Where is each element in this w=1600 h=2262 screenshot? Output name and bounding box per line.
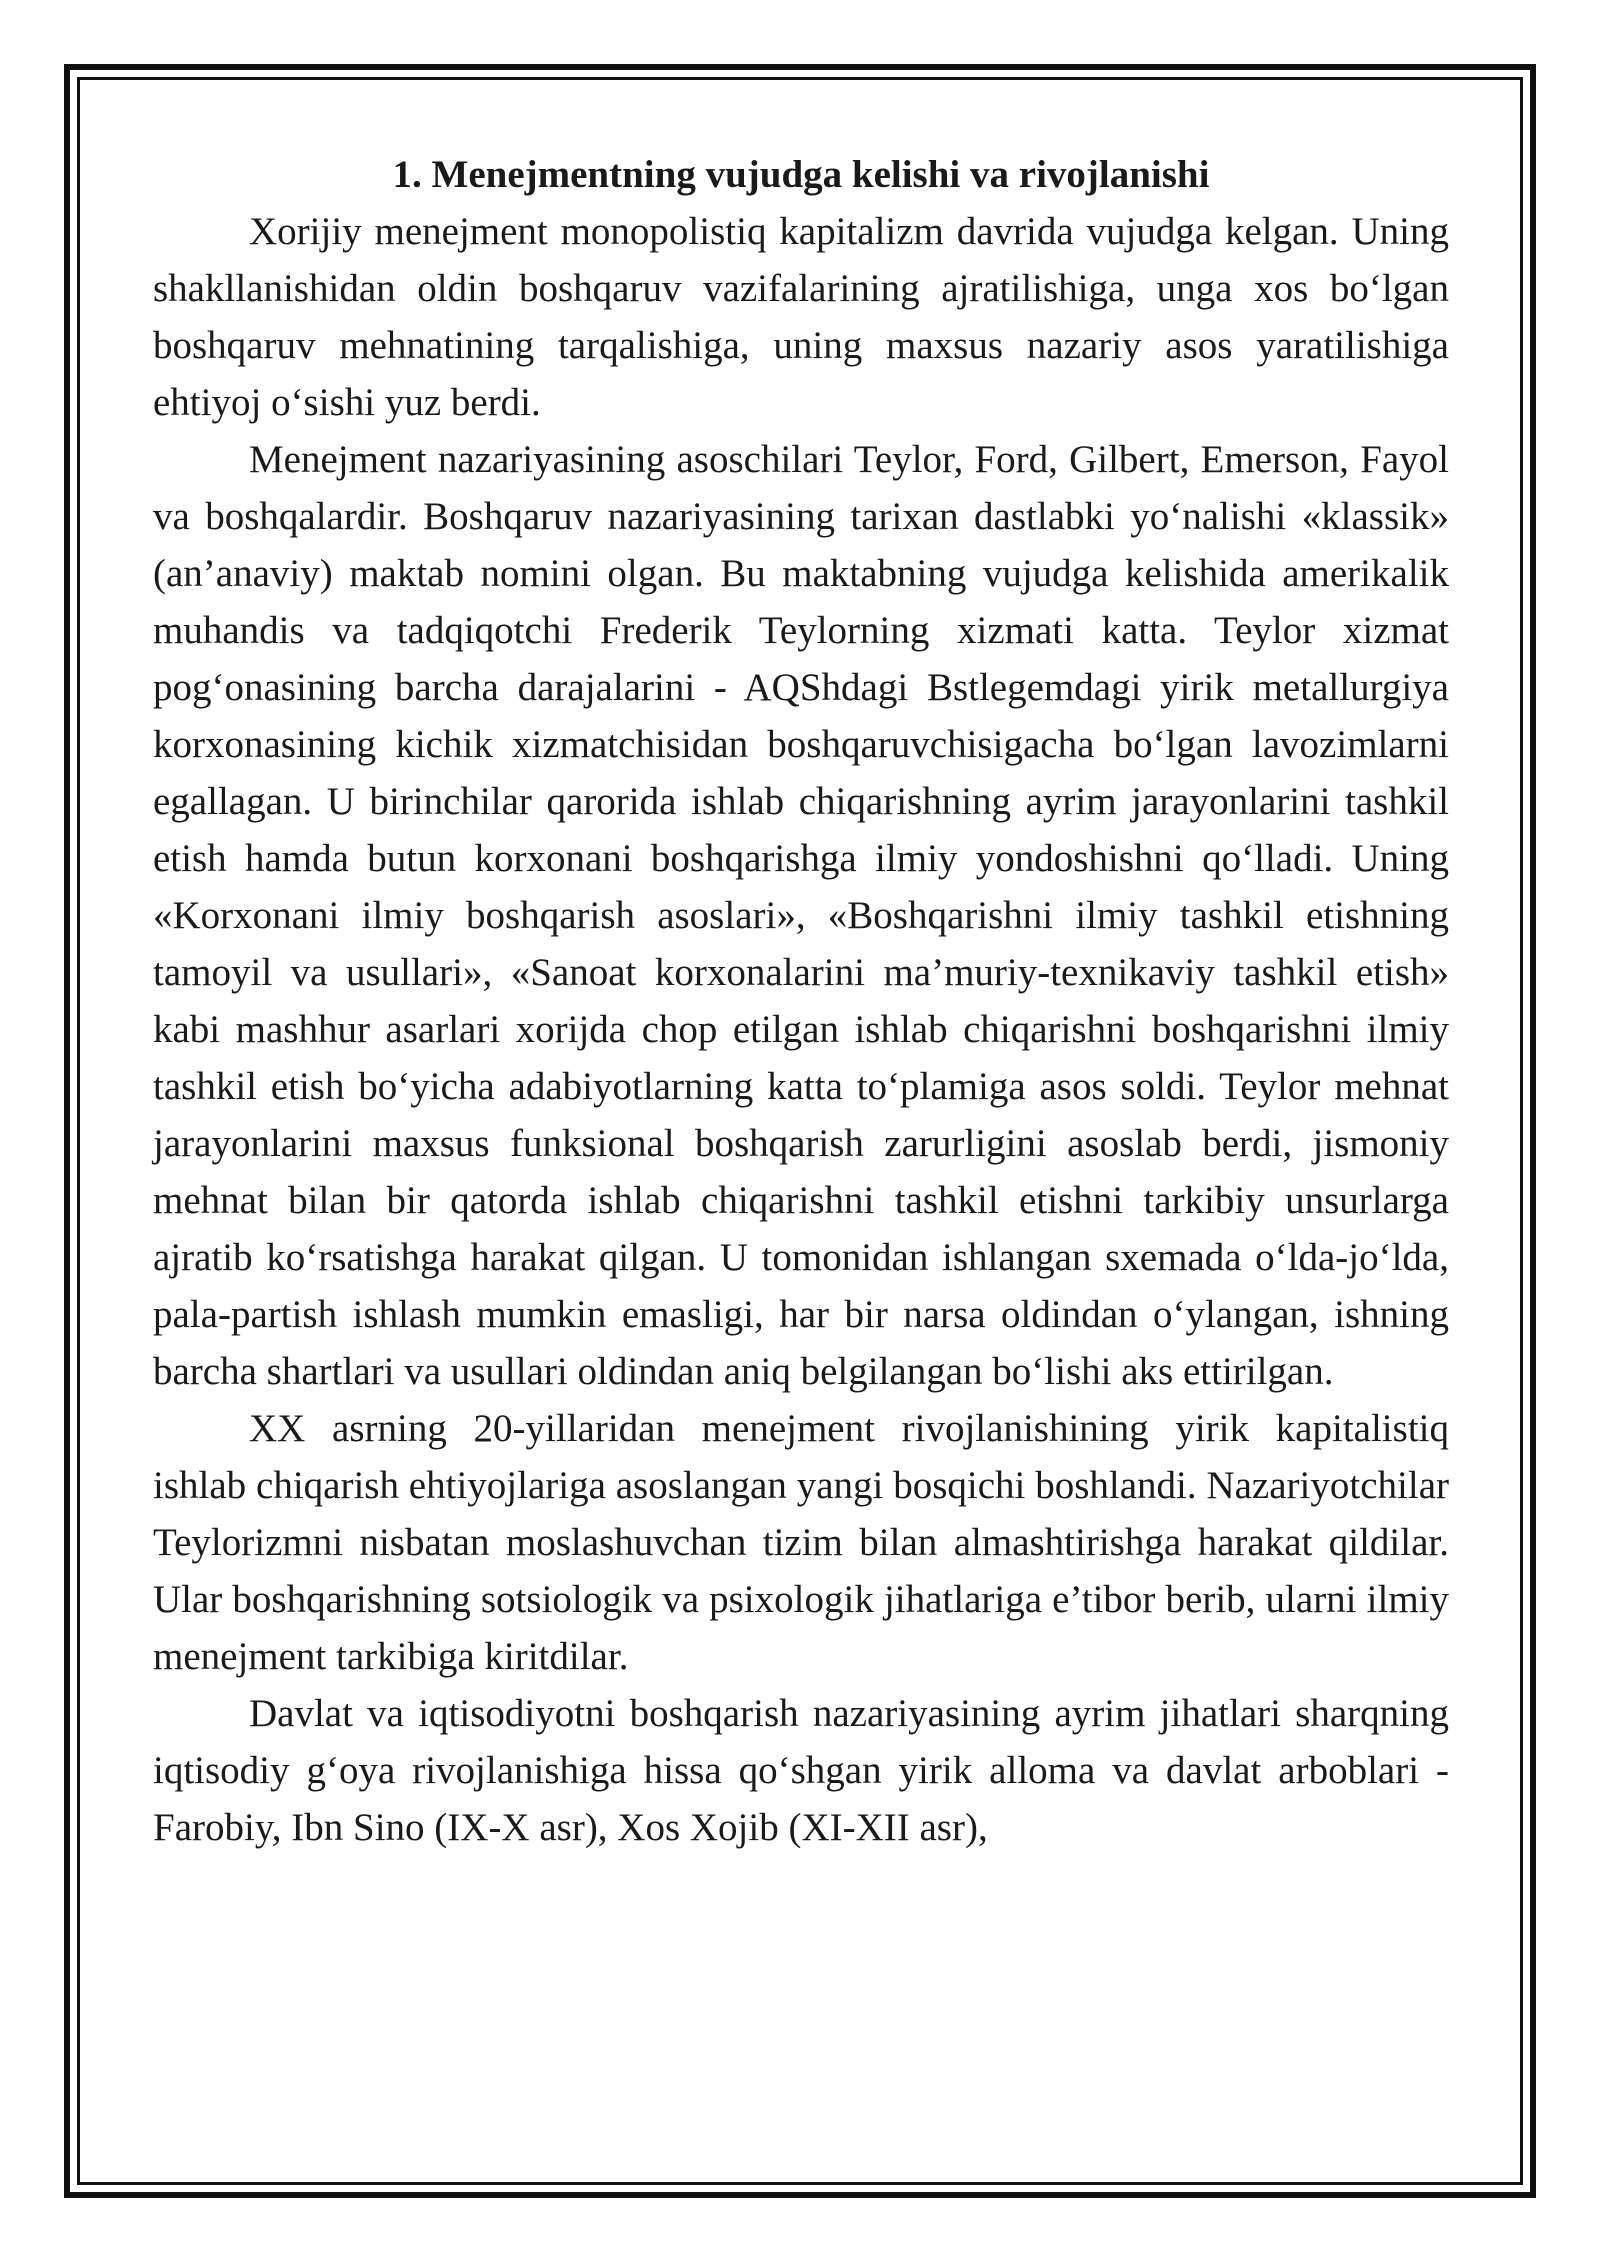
paragraph-4: Davlat va iqtisodiyotni boshqarish nazariyasining ayrim jihatlari sharqning iqtisodiy g‘oya rivojlanishiga hissa qo‘shgan yirik alloma va davlat arboblari - Farobiy, Ibn Sino (IX-X asr), Xos Xojib (XI-XII asr), [153, 1692, 1449, 1849]
document-body [153, 146, 1449, 1856]
paragraph-1: Xorijiy menejment monopolistiq kapitalizm davrida vujudga kelgan. Uning shakllanishidan oldin boshqaruv vazifalarining ajratilishiga, unga xos bo‘lgan boshqaruv mehnatining tarqalishiga, uning maxsus nazariy asos yaratilishiga ehtiyoj o‘sishi yuz berdi. [153, 210, 1449, 424]
paragraph-3: XX asrning 20-yillaridan menejment rivojlanishining yirik kapitalistiq ishlab chiqarish ehtiyojlariga asoslangan yangi bosqichi boshlandi. Nazariyotchilar Teylorizmni nisbatan moslashuvchan tizim bilan almashtirishga harakat qildilar. Ular boshqarishning sotsiologik va psixologik jihatlariga e’tibor berib, ularni ilmiy menejment tarkibiga kiritdilar. [153, 1407, 1449, 1678]
paragraph-2: Menejment nazariyasining asoschilari Teylor, Ford, Gilbert, Emerson, Fayol va boshqalardir. Boshqaruv nazariyasining tarixan dastlabki yo‘nalishi «klassik» (an’anaviy) maktab nomini olgan. Bu maktabning vujudga kelishida amerikalik muhandis va tadqiqotchi Frederik Teylorning xizmati katta. Teylor xizmat pog‘onasining barcha darajalarini - AQShdagi Bstlegemdagi yirik metallurgiya korxonasining kichik xizmatchisidan boshqaruvchisigacha bo‘lgan lavozimlarni egallagan. U birinchilar qarorida ishlab chiqarishning ayrim jarayonlarini tashkil etish hamda butun korxonani boshqarishga ilmiy yondoshishni qo‘lladi. Uning «Korxonani ilmiy boshqarish asoslari», «Boshqarishni ilmiy tashkil etishning tamoyil va usullari», «Sanoat korxonalarini ma’muriy-texnikaviy tashkil etish» kabi mashhur asarlari xorijda chop etilgan ishlab chiqarishni boshqarishni ilmiy tashkil etish bo‘yicha adabiyotlarning katta to‘plamiga asos soldi. Teylor mehnat jarayonlarini maxsus funksional boshqarish zarurligini asoslab berdi, jismoniy mehnat bilan bir qatorda ishlab chiqarishni tashkil etishni tarkibiy unsurlarga ajratib ko‘rsatishga harakat qilgan. U tomonidan ishlangan sxemada o‘lda-jo‘lda, pala-partish ishlash mumkin emasligi, har bir narsa oldindan o‘ylangan, ishning barcha shartlari va usullari oldindan aniq belgilangan bo‘lishi aks ettirilgan. [153, 438, 1449, 1393]
section-heading: 1. Menejmentning vujudga kelishi va rivojlanishi [392, 153, 1210, 196]
